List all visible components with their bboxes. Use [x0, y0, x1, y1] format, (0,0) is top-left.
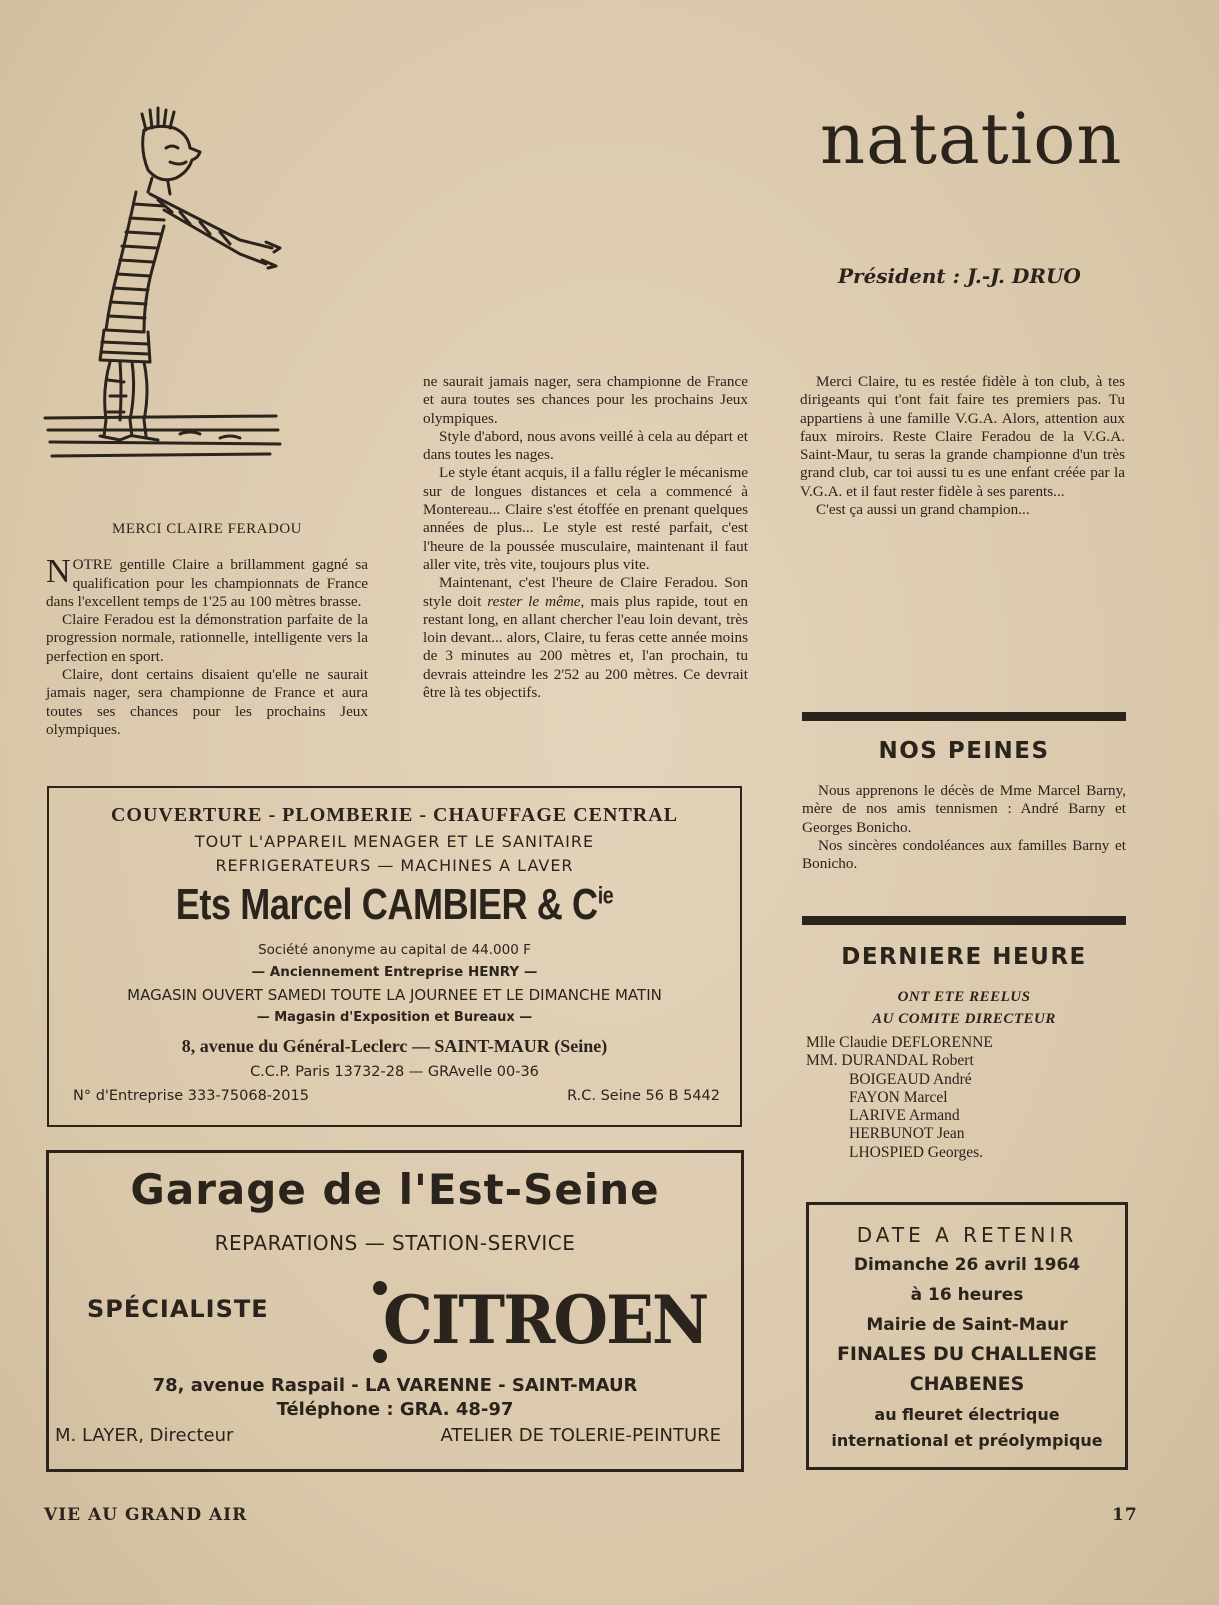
drop-cap: N	[46, 553, 71, 591]
diver-drawing-icon	[40, 100, 290, 470]
ad-cambier-capital: Société anonyme au capital de 44.000 F	[258, 942, 531, 958]
derniere-heading: DERNIERE HEURE	[841, 944, 1087, 970]
article-paragraph-3: Claire, dont certains disaient qu'elle ne saurait jamais nager, sera championne de France et aura toutes ses chances pour les prochains Jeux olympiques.	[46, 666, 368, 738]
article-paragraph-4: Style d'abord, nous avons veillé à cela au départ et dans toutes les nages.	[423, 427, 748, 464]
peines-heading: NOS PEINES	[878, 738, 1050, 764]
ad-garage-specialist: SPÉCIALISTE	[87, 1295, 269, 1323]
ad-cambier-hours: MAGASIN OUVERT SAMEDI TOUTE LA JOURNEE ET LE DIMANCHE MATIN	[127, 986, 662, 1004]
article-column-1	[46, 520, 368, 738]
article-column-3	[800, 373, 1125, 519]
footer-magazine: VIE AU GRAND AIR	[44, 1505, 248, 1525]
date-box-time: à 16 heures	[910, 1285, 1024, 1305]
date-box-event: FINALES DU CHALLENGE	[836, 1343, 1098, 1365]
ad-garage	[46, 1150, 744, 1472]
article-paragraph-5: Le style étant acquis, il a fallu régler le mécanisme sur de longues distances et cela a commencé à Montereau... Claire s'est étoffée en prenant quelques années de plus... Le style est resté parfait, c'est l'heure de la poussée musculaire, maintenant il faut aller vite, très vite, toujours plus vite.	[423, 464, 748, 573]
article-paragraph-3-cont: ne saurait jamais nager, sera championne de France et aura toutes ses chances pour les prochains Jeux olympiques.	[423, 373, 748, 427]
elected-name: Mlle Claudie DEFLORENNE	[806, 1034, 993, 1051]
divider	[802, 712, 1126, 721]
elected-name: LHOSPIED Georges.	[849, 1143, 984, 1161]
president-line	[838, 264, 1081, 288]
ad-cambier	[47, 786, 742, 1127]
elected-name: HERBUNOT Jean	[849, 1125, 965, 1143]
president-name: J.-J. DRUO	[966, 264, 1081, 288]
divider	[802, 916, 1126, 925]
article-paragraph-7: Merci Claire, tu es restée fidèle à ton club, à tes dirigeants qui t'ont fait faire tes premiers pas. Tu appartiens à une famille V.G.A. Alors, attention aux faux miroirs. Reste Claire Feradou de la V.G.A. Saint-Maur, tu seras la grande championne d'un très grand club, car toi aussi tu es une enfant créée par la V.G.A. et il faut rester fidèle à ses parents...	[800, 373, 1125, 500]
ad-garage-name: Garage de l'Est-Seine	[130, 1165, 660, 1214]
article-paragraph-6: Maintenant, c'est l'heure de Claire Feradou. Son style doit rester le même, mais plus rapide, tout en restant long, en allant chercher l'eau loin devant, très loin devant... alors, Claire, tu feras cette année moins de 3 minutes au 200 mètres et, l'an prochain, tu devrais atteindre les 2'52 au 200 mètres. Ce devrait être là tes objectifs.	[423, 574, 748, 702]
president-label: Président :	[838, 264, 960, 288]
elected-name: LARIVE Armand	[849, 1107, 960, 1125]
peines-paragraph-1: Nous apprenons le décès de Mme Marcel Barny, mère de nos amis tennismen : André Barny et Georges Bonicho.	[802, 782, 1126, 836]
ad-cambier-line: TOUT L'APPAREIL MENAGER ET LE SANITAIRE	[194, 832, 595, 851]
ad-cambier-services: COUVERTURE - PLOMBERIE - CHAUFFAGE CENTRAL	[110, 804, 679, 826]
section-title: natation	[820, 98, 1123, 180]
date-box	[806, 1202, 1128, 1470]
ad-cambier-name: Ets Marcel CAMBIER & $C^{ie}$	[175, 880, 614, 929]
page-number: 17	[1112, 1505, 1138, 1525]
article-paragraph-1: NOTRE gentille Claire a brillamment gagné sa qualification pour les championnats de France dans l'excellent temps de 1'25 au 100 mètres brasse.	[46, 553, 368, 610]
ad-cambier-rc: R.C. Seine 56 B 5442	[567, 1088, 720, 1104]
ad-cambier-address: 8, avenue du Général-Leclerc — SAINT-MAUR (Seine)	[181, 1036, 608, 1056]
article-heading: MERCI CLAIRE FERADOU	[111, 521, 302, 537]
date-box-event: CHABENES	[909, 1373, 1025, 1395]
article-column-2	[423, 373, 748, 763]
ad-garage-services: REPARATIONS — STATION-SERVICE	[214, 1231, 576, 1255]
article-paragraph-8: C'est ça aussi un grand champion...	[816, 501, 1030, 519]
ad-cambier-entreprise: N° d'Entreprise 333-75068-2015	[73, 1088, 309, 1104]
ad-cambier-former: — Anciennement Entreprise HENRY —	[251, 964, 538, 980]
ad-cambier-showroom: — Magasin d'Exposition et Bureaux —	[256, 1010, 533, 1025]
elected-name: BOIGEAUD André	[849, 1070, 972, 1088]
ad-garage-brand: CITROEN	[383, 1281, 708, 1359]
ad-garage-workshop: ATELIER DE TOLERIE-PEINTURE	[440, 1425, 721, 1446]
derniere-subheading: ONT ETE REELUS AU COMITE DIRECTEUR	[872, 989, 1056, 1027]
ad-garage-address: 78, avenue Raspail - LA VARENNE - SAINT-MAUR	[152, 1375, 638, 1396]
elected-name: FAYON Marcel	[849, 1088, 948, 1106]
date-box-heading: DATE A RETENIR	[856, 1223, 1078, 1247]
peines-text	[802, 782, 1126, 873]
elected-list	[806, 1034, 993, 1162]
date-box-detail: international et préolympique	[831, 1431, 1103, 1450]
ad-cambier-ccp: C.C.P. Paris 13732-28 — GRAvelle 00-36	[250, 1064, 539, 1080]
date-box-detail: au fleuret électrique	[874, 1405, 1060, 1424]
article-paragraph-2: Claire Feradou est la démonstration parfaite de la progression normale, rationnelle, intelligente vers la perfection en sport.	[46, 611, 368, 665]
date-box-place: Mairie de Saint-Maur	[866, 1315, 1068, 1335]
date-box-date: Dimanche 26 avril 1964	[853, 1255, 1081, 1275]
peines-paragraph-2: Nos sincères condoléances aux familles Barny et Bonicho.	[802, 836, 1126, 873]
elected-name: MM. DURANDAL Robert	[806, 1052, 974, 1070]
ad-garage-director: M. LAYER, Directeur	[55, 1425, 234, 1446]
ad-cambier-line: REFRIGERATEURS — MACHINES A LAVER	[215, 856, 574, 875]
ad-garage-phone: Téléphone : GRA. 48-97	[276, 1399, 514, 1420]
